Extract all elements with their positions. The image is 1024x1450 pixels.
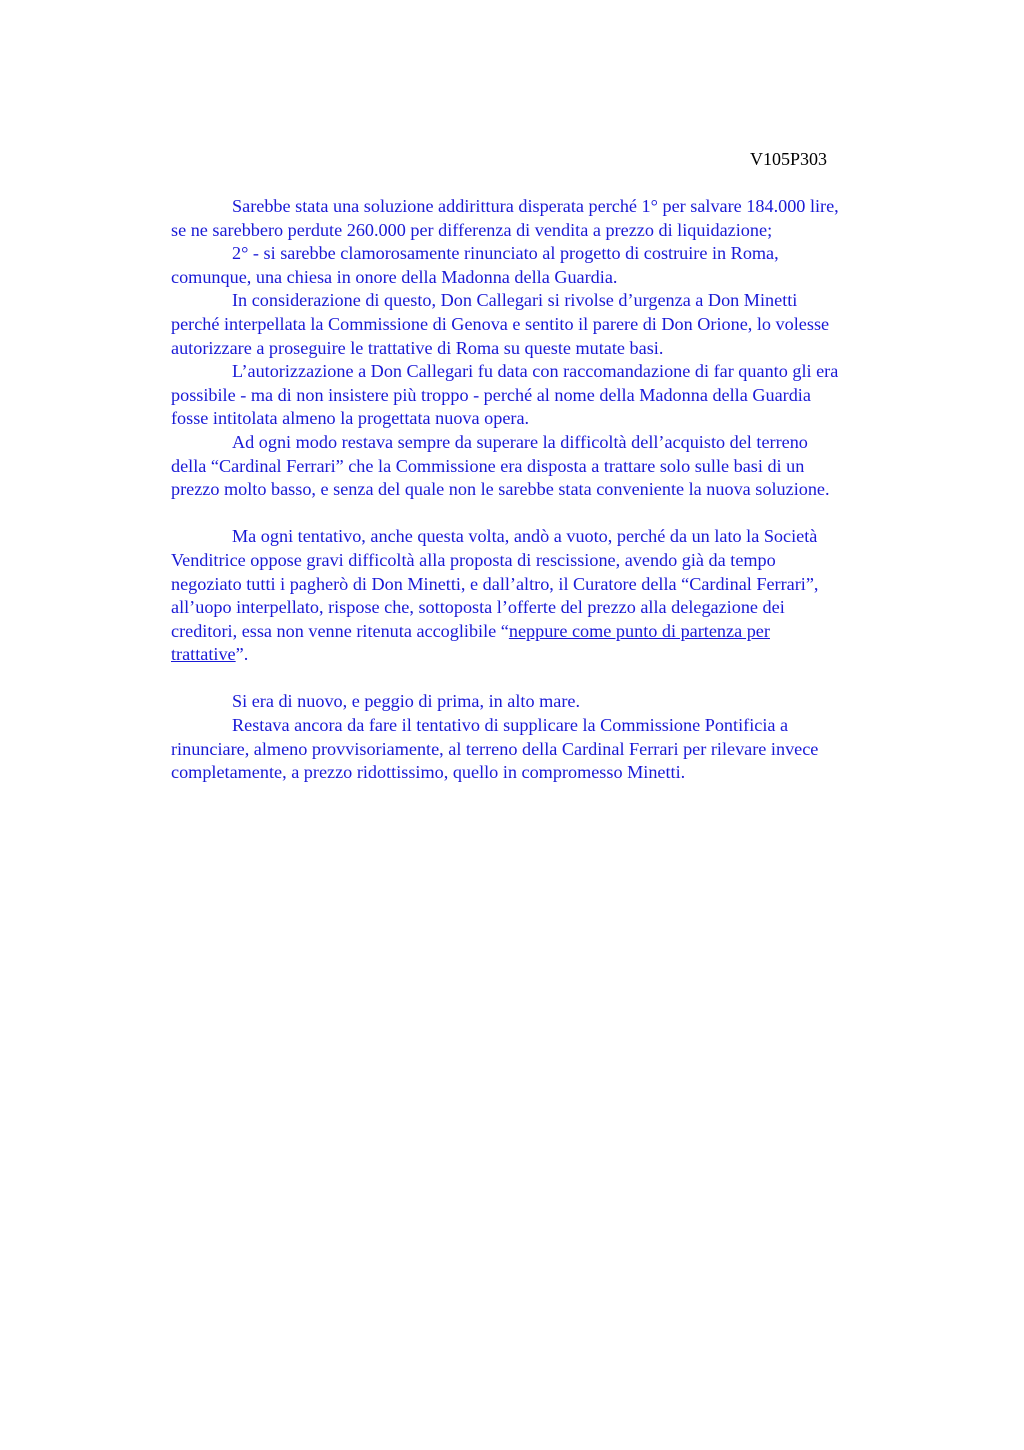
paragraph-4-line-1: L’autorizzazione a Don Callegari fu data con raccomandazione di far quanto gli era <box>232 361 839 382</box>
paragraph-gap <box>171 667 931 691</box>
paragraph-4-line-3: fosse intitolata almeno la progettata nuova opera. <box>171 408 530 429</box>
paragraph-6-line-1: Ma ogni tentativo, anche questa volta, andò a vuoto, perché da un lato la Società <box>232 526 818 547</box>
paragraph-5-line-3: prezzo molto basso, e senza del quale non le sarebbe stata conveniente la nuova soluzione. <box>171 479 830 500</box>
paragraph-gap <box>171 502 931 526</box>
paragraph-1-line-2: se ne sarebbero perdute 260.000 per differenza di vendita a prezzo di liquidazione; <box>171 219 773 240</box>
paragraph-6-line-3: negoziato tutti i pagherò di Don Minetti, e dall’altro, il Curatore della “Cardinal Ferrari”, <box>171 573 819 594</box>
paragraph-7-line-1: Si era di nuovo, e peggio di prima, in alto mare. <box>232 691 581 712</box>
paragraph-3-line-2: perché interpellata la Commissione di Genova e sentito il parere di Don Orione, lo volesse <box>171 313 830 334</box>
paragraph-5-line-1: Ad ogni modo restava sempre da superare la difficoltà dell’acquisto del terreno <box>232 431 808 452</box>
paragraph-6-line-6 <box>171 643 931 667</box>
paragraph-6-line-2: Venditrice oppose gravi difficoltà alla proposta di rescissione, avendo già da tempo <box>171 549 776 570</box>
paragraph-1-line-1: Sarebbe stata una soluzione addirittura disperata perché 1° per salvare 184.000 lire, <box>232 196 839 216</box>
quote-closing-text: ”. <box>235 644 249 665</box>
document-body <box>171 195 931 785</box>
quote-intro-text: creditori, essa non venne ritenuta accoglibile “ <box>171 620 509 641</box>
paragraph-3-line-1: In considerazione di questo, Don Callegari si rivolse d’urgenza a Don Minetti <box>232 290 798 311</box>
page-code: V105P303 <box>750 149 828 169</box>
underlined-quote-part-1: neppure come punto di partenza per <box>508 620 770 641</box>
paragraph-8-line-2: rinunciare, almeno provvisoriamente, al terreno della Cardinal Ferrari per rilevare invece <box>171 738 819 759</box>
paragraph-6-line-5 <box>171 620 931 644</box>
paragraph-2-line-2: comunque, una chiesa in onore della Madonna della Guardia. <box>171 266 618 287</box>
underlined-quote-part-2: trattative <box>171 644 236 665</box>
paragraph-6-line-4: all’uopo interpellato, rispose che, sottoposta l’offerte del prezzo alla delegazione dei <box>171 597 785 618</box>
paragraph-4-line-2: possibile - ma di non insistere più troppo - perché al nome della Madonna della Guardia <box>171 384 811 405</box>
paragraph-5-line-2: della “Cardinal Ferrari” che la Commissione era disposta a trattare solo sulle basi di un <box>171 455 805 476</box>
paragraph-3-line-3: autorizzare a proseguire le trattative di Roma su queste mutate basi. <box>171 337 664 358</box>
paragraph-2-line-1: 2° - si sarebbe clamorosamente rinunciato al progetto di costruire in Roma, <box>232 243 779 264</box>
paragraph-8-line-3: completamente, a prezzo ridottissimo, quello in compromesso Minetti. <box>171 762 686 783</box>
paragraph-8-line-1: Restava ancora da fare il tentativo di supplicare la Commissione Pontificia a <box>232 715 789 736</box>
